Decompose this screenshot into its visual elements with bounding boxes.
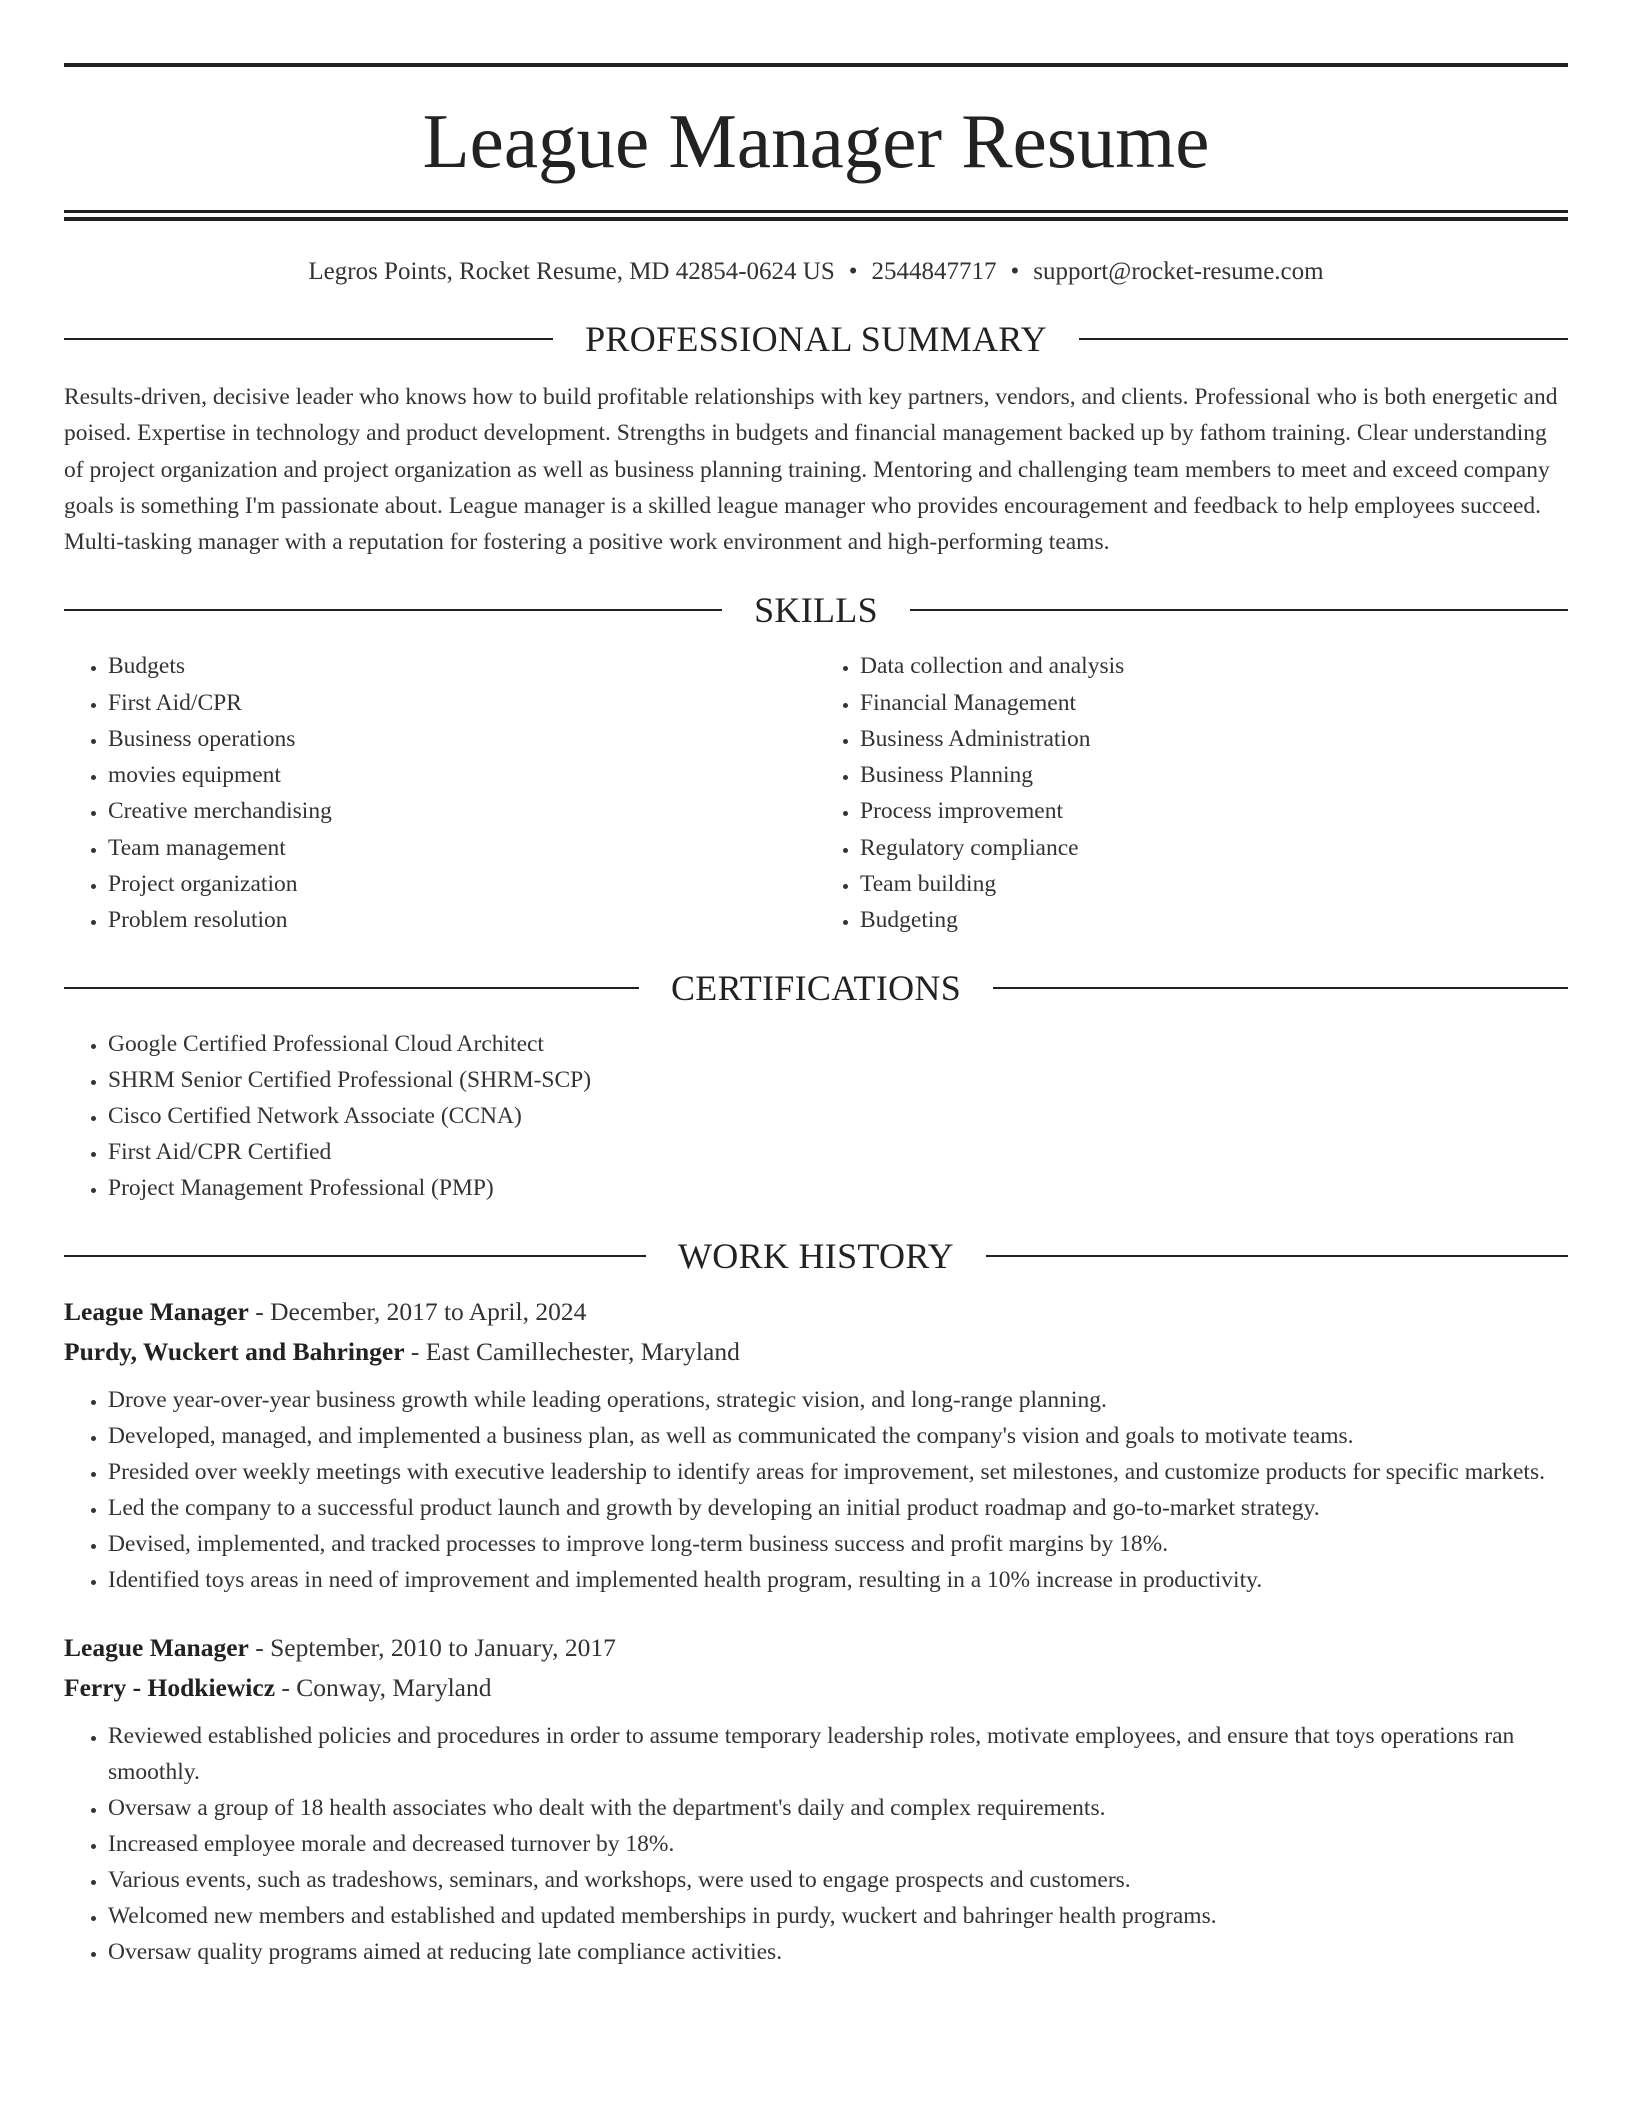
skills-section-heading [64,590,1568,631]
job-dates: - September, 2010 to January, 2017 [248,1633,616,1663]
job-bullet: • Developed, managed, and implemented a business plan, as well as communicated the company's vision and goals to motivate teams. [108,1418,1568,1454]
job-location: - Conway, Maryland [275,1673,492,1703]
job-title-line [64,1292,1568,1332]
title-double-rule [64,210,1568,221]
contact-phone: 2544847717 [871,258,997,285]
skill-item: • Project organization [108,866,816,902]
job-role: League Manager [64,1297,249,1327]
skill-item: • First Aid/CPR [108,685,816,721]
certification-item: • SHRM Senior Certified Professional (SHRM-SCP) [108,1062,1568,1098]
job-bullet: • Presided over weekly meetings with executive leadership to identify areas for improvement, set milestones, and customize products for specific markets. [108,1454,1568,1490]
job-bullet: • Welcomed new members and established and updated memberships in purdy, wuckert and bahringer health programs. [108,1898,1568,1934]
skill-item: • Team building [860,866,1568,902]
contact-separator: • [848,258,858,285]
job-bullets [64,1718,1568,1970]
skill-item: • movies equipment [108,757,816,793]
skill-item: • Creative merchandising [108,793,816,829]
contact-email: support@rocket-resume.com [1033,258,1324,285]
job-entry [64,1628,1568,1970]
skill-item: • Problem resolution [108,902,816,938]
skill-item: • Data collection and analysis [860,648,1568,684]
skill-item: • Business Planning [860,757,1568,793]
job-entry [64,1292,1568,1598]
skill-item: • Regulatory compliance [860,830,1568,866]
summary-section-heading [64,321,1568,357]
job-title-line [64,1628,1568,1668]
job-bullets [64,1382,1568,1598]
job-bullet: • Devised, implemented, and tracked processes to improve long-term business success and profit margins by 18%. [108,1526,1568,1562]
section-rule [986,1255,1568,1257]
skill-item: • Process improvement [860,793,1568,829]
skills-list [64,648,1568,938]
contact-address: Legros Points, Rocket Resume, MD 42854-0624 US [308,258,835,285]
section-title: CERTIFICATIONS [670,968,962,1009]
skill-item: • Financial Management [860,685,1568,721]
job-role: League Manager [64,1633,249,1663]
job-company: Ferry - Hodkiewicz [64,1673,276,1703]
skill-item: • Business operations [108,721,816,757]
certification-item: • Project Management Professional (PMP) [108,1170,1568,1206]
job-bullet: • Oversaw quality programs aimed at reducing late compliance activities. [108,1934,1568,1970]
skill-item: • Team management [108,830,816,866]
job-bullet: • Led the company to a successful product launch and growth by developing an initial product roadmap and go-to-market strategy. [108,1490,1568,1526]
resume-title: League Manager Resume [422,98,1210,184]
job-company: Purdy, Wuckert and Bahringer [64,1337,405,1367]
section-rule [64,987,639,989]
certification-item: • Google Certified Professional Cloud Architect [108,1026,1568,1062]
job-bullet: • Oversaw a group of 18 health associates who dealt with the department's daily and complex requirements. [108,1790,1568,1826]
skill-item: • Budgeting [860,902,1568,938]
skill-item: • Business Administration [860,721,1568,757]
job-bullet: • Increased employee morale and decreased turnover by 18%. [108,1826,1568,1862]
skills-column-right [816,648,1568,938]
skills-column-left [64,648,816,938]
certifications-list [64,1026,1568,1206]
section-rule [64,609,722,611]
job-company-line [64,1668,1568,1708]
job-bullet: • Various events, such as tradeshows, seminars, and workshops, were used to engage prospects and customers. [108,1862,1568,1898]
job-company-line [64,1332,1568,1372]
section-rule [64,1255,646,1257]
section-title: PROFESSIONAL SUMMARY [585,319,1047,359]
certifications-section-heading [64,968,1568,1009]
section-rule [910,609,1568,611]
section-title: SKILLS [754,590,878,631]
certification-item: • Cisco Certified Network Associate (CCNA) [108,1098,1568,1134]
certification-item: • First Aid/CPR Certified [108,1134,1568,1170]
section-rule [64,338,553,340]
contact-line [64,257,1568,287]
summary-text: Results-driven, decisive leader who knows how to build profitable relationships with key partners, vendors, and clients. Professional who is both energetic and poised. Expertise in technology and product development. Strengths in budgets and financial management backed up by fathom training. Clear understanding of project organization and project organization as well as business planning training. Mentoring and challenging team members to meet and exceed company goals is something I'm passionate about. League manager is a skilled league manager who provides encouragement and feedback to help employees succeed. Multi-tasking manager with a reputation for fostering a positive work environment and high-performing teams. [64,384,1558,556]
section-rule [993,987,1568,989]
job-bullet: • Reviewed established policies and procedures in order to assume temporary leadership roles, motivate employees, and ensure that toys operations ran smoothly. [108,1718,1568,1790]
contact-separator: • [1010,258,1020,285]
job-dates: - December, 2017 to April, 2024 [248,1297,587,1327]
skill-item: • Budgets [108,648,816,684]
section-rule [1079,338,1568,340]
section-title: WORK HISTORY [678,1236,954,1277]
job-bullet: • Drove year-over-year business growth while leading operations, strategic vision, and long-range planning. [108,1382,1568,1418]
job-location: - East Camillechester, Maryland [404,1337,740,1367]
work-history-section-heading [64,1236,1568,1277]
job-bullet: • Identified toys areas in need of improvement and implemented health program, resulting in a 10% increase in productivity. [108,1562,1568,1598]
